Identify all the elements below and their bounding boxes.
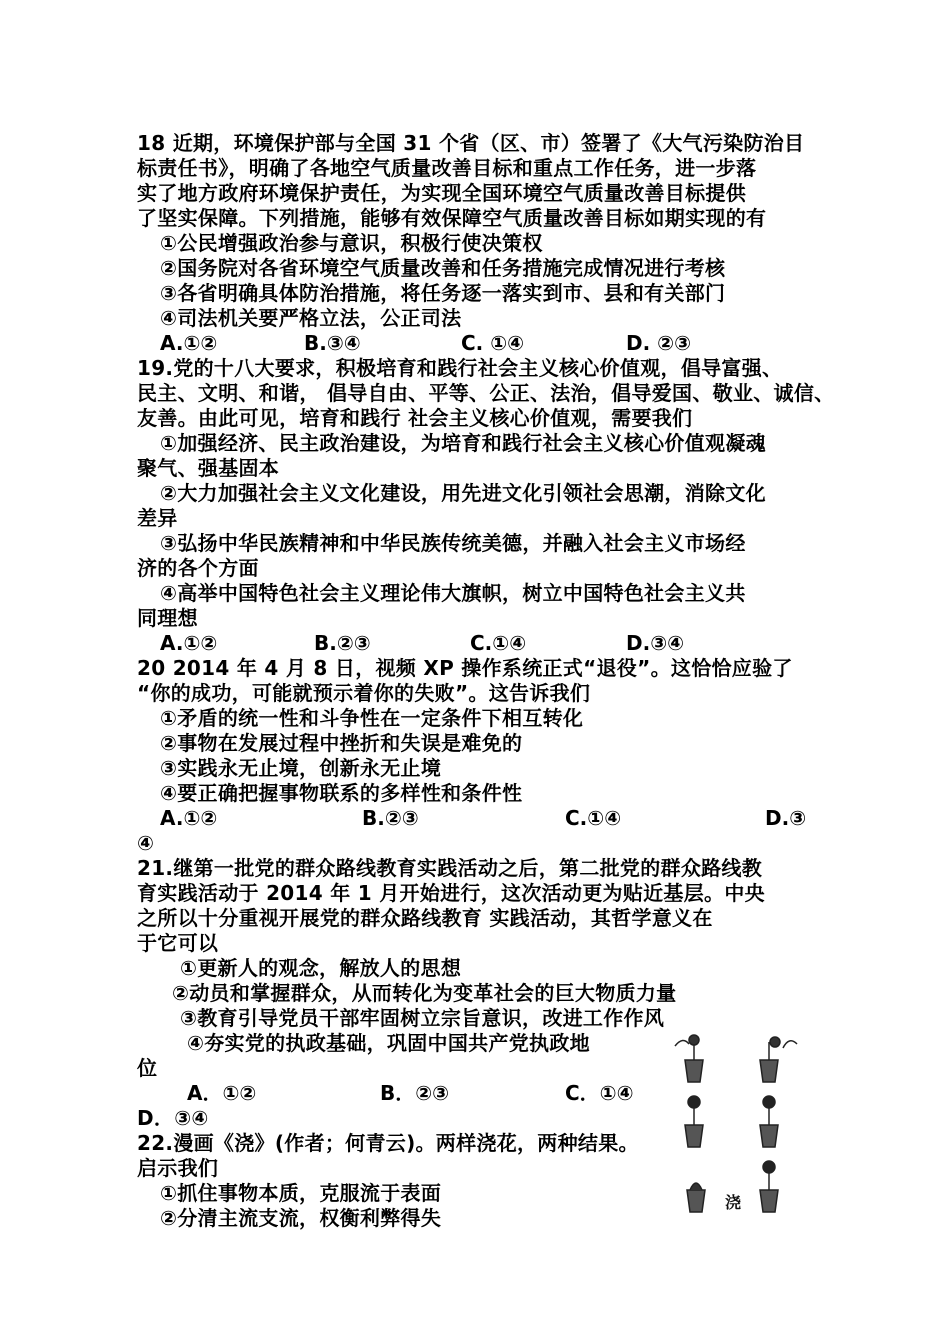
flowerpot-icon — [685, 1096, 703, 1147]
q20-stem-line-2: “你的成功，可能就预示着你的失败”。这告诉我们 — [137, 681, 591, 705]
q21-stem-line-2: 育实践活动于 2014 年 1 月开始进行，这次活动更为贴近基层。中央 — [137, 881, 765, 905]
q19-option-c: C.①④ — [470, 631, 527, 655]
q19-item-4: ④高举中国特色社会主义理论伟大旗帜，树立中国特色社会主义共 — [160, 581, 746, 605]
q19-item-1: ①加强经济、民主政治建设，为培育和践行社会主义核心价值观凝魂 — [160, 431, 766, 455]
q21-stem-line-4: 于它可以 — [137, 931, 219, 955]
flowerpot-icon — [675, 1035, 703, 1082]
q21-option-c: C．①④ — [565, 1081, 634, 1105]
q21-stem-line-1: 21.继第一批党的群众路线教育实践活动之后，第二批党的群众路线教 — [137, 856, 763, 880]
q19-stem-line-1: 19.党的十八大要求，积极培育和践行社会主义核心价值观，倡导富强、 — [137, 356, 783, 380]
q21-option-b: B．②③ — [380, 1081, 450, 1105]
q20-item-4: ④要正确把握事物联系的多样性和条件性 — [160, 781, 523, 805]
q18-item-1: ①公民增强政治参与意识，积极行使决策权 — [160, 231, 543, 255]
cartoon-watering-flowers — [665, 1030, 815, 1220]
q19-item-3-cont: 济的各个方面 — [137, 556, 259, 580]
q19-stem-line-3: 友善。由此可见，培育和践行 社会主义核心价值观，需要我们 — [137, 406, 693, 430]
q18-stem-line-3: 实了地方政府环境保护责任，为实现全国环境空气质量改善目标提供 — [137, 181, 746, 205]
q21-item-4: ④夯实党的执政基础，巩固中国共产党执政地 — [187, 1031, 590, 1055]
q21-item-1: ①更新人的观念，解放人的思想 — [180, 956, 462, 980]
q20-option-d: D.③ — [765, 806, 807, 830]
q18-option-b: B.③④ — [304, 331, 361, 355]
q19-item-3: ③弘扬中华民族精神和中华民族传统美德，并融入社会主义市场经 — [160, 531, 746, 555]
q22-stem-line-1: 22.漫画《浇》(作者；何青云)。两样浇花，两种结果。 — [137, 1131, 639, 1155]
flowerpot-icon — [760, 1161, 778, 1212]
q18-item-4: ④司法机关要严格立法，公正司法 — [160, 306, 462, 330]
q18-stem-line-1: 18 近期，环境保护部与全国 31 个省（区、市）签署了《大气污染防治目 — [137, 131, 805, 155]
q22-stem-line-2: 启示我们 — [137, 1156, 219, 1180]
q19-option-b: B.②③ — [314, 631, 371, 655]
q18-option-a: A.①② — [160, 331, 218, 355]
q22-item-2: ②分清主流支流，权衡利弊得失 — [160, 1206, 442, 1230]
q20-option-d-wrap: ④ — [137, 831, 155, 855]
q19-item-4-cont: 同理想 — [137, 606, 198, 630]
q18-stem-line-2: 标责任书》，明确了各地空气质量改善目标和重点工作任务，进一步落 — [137, 156, 757, 180]
q20-stem-line-1: 20 2014 年 4 月 8 日，视频 XP 操作系统正式“退役”。这恰恰应验了 — [137, 656, 793, 680]
q21-option-a: A．①② — [187, 1081, 257, 1105]
q19-item-2-cont: 差异 — [137, 506, 178, 530]
q21-item-2: ②动员和掌握群众，从而转化为变革社会的巨大物质力量 — [172, 981, 677, 1005]
q19-item-2: ②大力加强社会主义文化建设，用先进文化引领社会思潮，消除文化 — [160, 481, 766, 505]
q18-option-c: C. ①④ — [461, 331, 525, 355]
q18-item-3: ③各省明确具体防治措施，将任务逐一落实到市、县和有关部门 — [160, 281, 726, 305]
flowerpot-icon — [760, 1096, 778, 1147]
q21-item-4-wrap: 位 — [137, 1056, 158, 1080]
q19-option-a: A.①② — [160, 631, 218, 655]
q21-item-3: ③教育引导党员干部牢固树立宗旨意识，改进工作作风 — [180, 1006, 665, 1030]
q20-item-2: ②事物在发展过程中挫折和失误是难免的 — [160, 731, 523, 755]
q19-stem-line-2: 民主、文明、和谐， 倡导自由、平等、公正、法治，倡导爱国、敬业、诚信、 — [137, 381, 835, 405]
q20-option-a: A.①② — [160, 806, 218, 830]
q20-item-1: ①矛盾的统一性和斗争性在一定条件下相互转化 — [160, 706, 584, 730]
q19-option-d: D.③④ — [626, 631, 685, 655]
q20-option-c: C.①④ — [565, 806, 622, 830]
q21-stem-line-3: 之所以十分重视开展党的群众路线教育 实践活动，其哲学意义在 — [137, 906, 713, 930]
q22-item-1: ①抓住事物本质，克服流于表面 — [160, 1181, 442, 1205]
q20-option-b: B.②③ — [362, 806, 419, 830]
q18-option-d: D. ②③ — [626, 331, 692, 355]
q21-option-d: D．③④ — [137, 1106, 209, 1130]
q19-item-1-cont: 聚气、强基固本 — [137, 456, 280, 480]
cartoon-label: 浇 — [725, 1193, 742, 1212]
q18-stem-line-4: 了坚实保障。下列措施，能够有效保障空气质量改善目标如期实现的有 — [137, 206, 767, 230]
flowerpot-icon — [760, 1037, 797, 1082]
flowerpot-icon — [687, 1183, 705, 1212]
q20-item-3: ③实践永无止境，创新永无止境 — [160, 756, 442, 780]
q18-item-2: ②国务院对各省环境空气质量改善和任务措施完成情况进行考核 — [160, 256, 726, 280]
